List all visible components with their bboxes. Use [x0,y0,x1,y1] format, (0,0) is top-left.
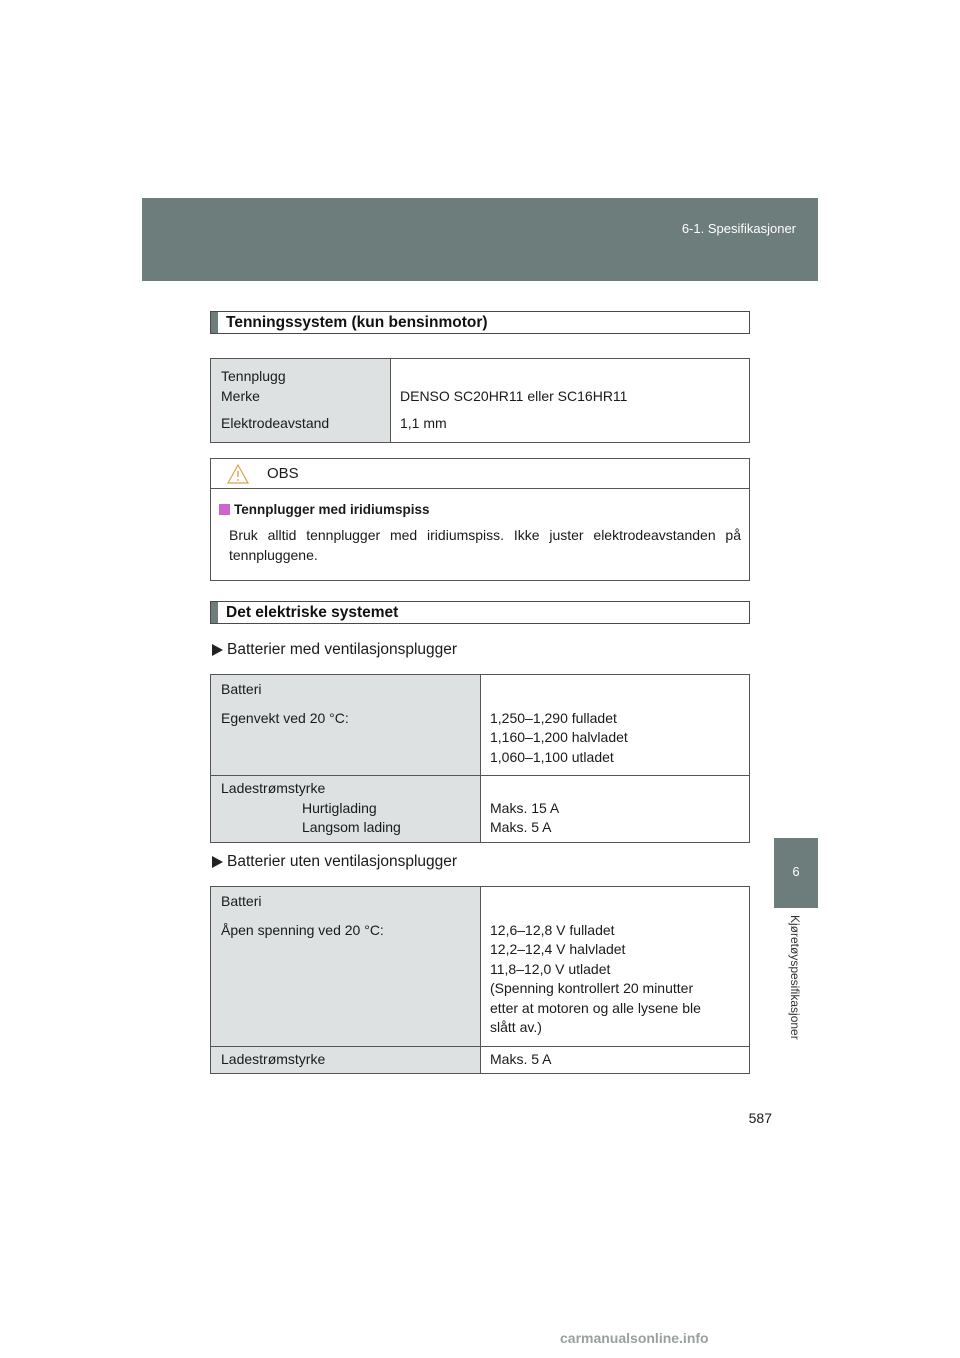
spec-value [391,359,749,414]
table-row [211,675,749,775]
table-row [211,414,749,442]
notice-box [210,458,750,581]
vented-battery-table [210,674,750,843]
header-section-title: 6-1. Spesifikasjoner [681,221,796,236]
spec-key [211,887,481,1046]
fast-charge-value: Maks. 15 A [490,799,560,816]
notice-header [211,459,749,489]
square-bullet-icon [219,504,230,515]
spec-key [211,675,481,775]
warning-triangle-icon [227,464,249,484]
electrode-gap-label: Elektrodeavstand [221,415,330,431]
fast-charge-label: Hurtiglading [302,799,377,816]
header-bar [142,198,818,281]
page-number: 587 [748,1110,772,1126]
spec-key [211,776,481,842]
slow-charge-label: Langsom lading [302,819,401,835]
notice-body [211,489,749,565]
table-row [211,887,749,1046]
electrical-heading [210,601,750,624]
chapter-tab[interactable] [774,838,818,908]
spec-value [391,414,749,442]
charging-current-label: Ladestrømstyrke [221,1050,326,1067]
ignition-spec-table [210,358,750,443]
electrode-gap-value: 1,1 mm [400,415,447,431]
notice-subtitle-text: Tennplugger med iridiumspiss [234,502,430,517]
open-voltage-label: Åpen spenning ved 20 °C: [221,921,384,938]
spec-key [211,1047,481,1074]
ignition-heading [210,311,750,334]
voltage-note-line-2: etter at motoren og alle lysene ble [490,999,701,1016]
notice-title: OBS [267,465,299,482]
table-row [211,775,749,842]
vented-batteries-text: Batterier med ventilasjonsplugger [227,641,458,658]
triangle-bullet-icon [212,644,223,656]
chapter-side-label-text: Kjøretøyspesifikasjoner [788,915,802,1040]
battery-label: Batteri [221,681,262,697]
voltage-value-empty: 11,8–12,0 V utladet [490,960,611,977]
specific-gravity-label: Egenvekt ved 20 °C: [221,709,349,726]
voltage-note-line-1: (Spenning kontrollert 20 minutter [490,980,694,996]
electrical-heading-text: Det elektriske systemet [226,604,399,621]
spec-value [481,887,749,1046]
gravity-value-empty: 1,060–1,100 utladet [490,748,614,765]
sealed-batteries-bullet [212,853,457,871]
triangle-bullet-icon [212,856,223,868]
footer-watermark[interactable]: carmanualsonline.info [560,1330,709,1346]
brand-label: Merke [221,387,260,404]
sealed-batteries-text: Batterier uten ventilasjonsplugger [227,853,458,870]
notice-text: Bruk alltid tennplugger med iridiumspiss. Ikke juster elektrodeavstanden på tennpluggene. [229,527,741,563]
table-row [211,1046,749,1074]
chapter-tab-number: 6 [792,864,800,879]
voltage-value-half: 12,2–12,4 V halvladet [490,941,626,957]
slow-charge-value: Maks. 5 A [490,819,552,835]
sealed-battery-table [210,886,750,1074]
voltage-value-full: 12,6–12,8 V fulladet [490,921,615,938]
gravity-value-full: 1,250–1,290 fulladet [490,709,617,726]
notice-subtitle [219,502,741,517]
ignition-heading-text: Tenningssystem (kun bensinmotor) [226,314,488,331]
charging-current-value: Maks. 5 A [490,1050,552,1067]
charging-current-label: Ladestrømstyrke [221,780,326,796]
spec-value [481,675,749,775]
spec-key [211,414,391,442]
spark-plug-label: Tennplugg [221,368,286,384]
voltage-note-line-3: slått av.) [490,1019,542,1035]
gravity-value-half: 1,160–1,200 halvladet [490,729,628,745]
table-row [211,359,749,414]
spec-key [211,359,391,414]
spec-value [481,776,749,842]
spark-plug-brand-value: DENSO SC20HR11 eller SC16HR11 [400,387,628,404]
vented-batteries-bullet [212,641,457,659]
battery-label: Batteri [221,893,262,909]
spec-value [481,1047,749,1074]
chapter-side-label [784,915,808,1075]
